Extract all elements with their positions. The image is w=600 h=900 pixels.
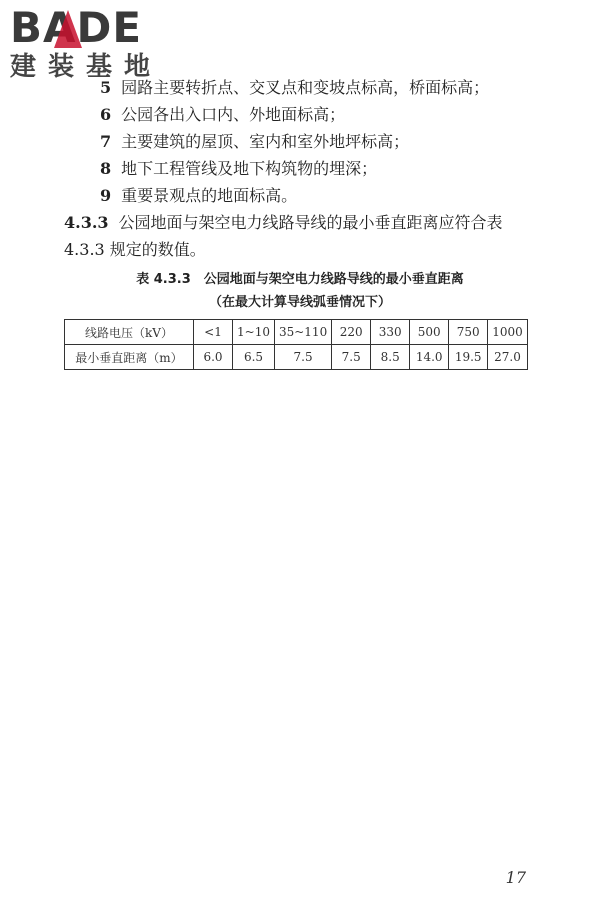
row-label-voltage: 线路电压（kV） — [65, 320, 194, 345]
list-item-text: 重要景观点的地面标高。 — [121, 186, 298, 205]
clause-text-line1: 公园地面与架空电力线路导线的最小垂直距离应符合表 — [118, 213, 503, 232]
clause-number: 4.3.3 — [64, 213, 109, 232]
clause-text-line2: 4.3.3 规定的数值。 — [64, 240, 206, 259]
list-item-number: 7 — [100, 132, 112, 151]
list-item-number: 6 — [100, 105, 112, 124]
table-row-voltage — [65, 320, 528, 345]
voltage-cell: 1000 — [488, 320, 528, 345]
distance-cell: 14.0 — [410, 345, 449, 370]
logo-brand-latin: BADE — [10, 3, 143, 52]
voltage-cell: 500 — [410, 320, 449, 345]
voltage-cell: 750 — [449, 320, 488, 345]
clause-continuation — [64, 239, 206, 261]
list-item-text: 园路主要转折点、交叉点和变坡点标高，桥面标高； — [121, 78, 490, 97]
distance-cell: 7.5 — [332, 345, 371, 370]
list-item — [100, 131, 409, 153]
list-item-number: 9 — [100, 186, 112, 205]
table-caption: 表 4.3.3 公园地面与架空电力线路导线的最小垂直距离 — [136, 272, 464, 287]
distance-cell: 19.5 — [449, 345, 488, 370]
voltage-cell: 1~10 — [233, 320, 275, 345]
logo-brand-cn: 建装基地 — [10, 52, 163, 82]
distance-cell: 27.0 — [488, 345, 528, 370]
distance-cell: 6.5 — [233, 345, 275, 370]
list-item — [100, 185, 297, 207]
list-item — [100, 104, 345, 126]
voltage-cell: 35~110 — [274, 320, 331, 345]
list-item-text: 公园各出入口内、外地面标高； — [121, 105, 346, 124]
distance-cell: 8.5 — [371, 345, 410, 370]
list-item — [100, 158, 377, 180]
row-label-distance: 最小垂直距离（m） — [65, 345, 194, 370]
clearance-table — [64, 319, 528, 370]
voltage-cell: <1 — [194, 320, 233, 345]
page-number: 17 — [505, 868, 526, 887]
table-subcaption: （在最大计算导线弧垂情况下） — [208, 295, 391, 310]
list-item — [100, 77, 489, 99]
voltage-cell: 220 — [332, 320, 371, 345]
list-item-number: 8 — [100, 159, 112, 178]
logo-accent-shape — [54, 10, 82, 48]
distance-cell: 6.0 — [194, 345, 233, 370]
table-row-distance — [65, 345, 528, 370]
clause-4-3-3 — [64, 212, 503, 234]
list-item-text: 地下工程管线及地下构筑物的埋深； — [121, 159, 378, 178]
list-item-text: 主要建筑的屋顶、室内和室外地坪标高； — [121, 132, 410, 151]
distance-cell: 7.5 — [274, 345, 331, 370]
voltage-cell: 330 — [371, 320, 410, 345]
list-item-number: 5 — [100, 78, 112, 97]
